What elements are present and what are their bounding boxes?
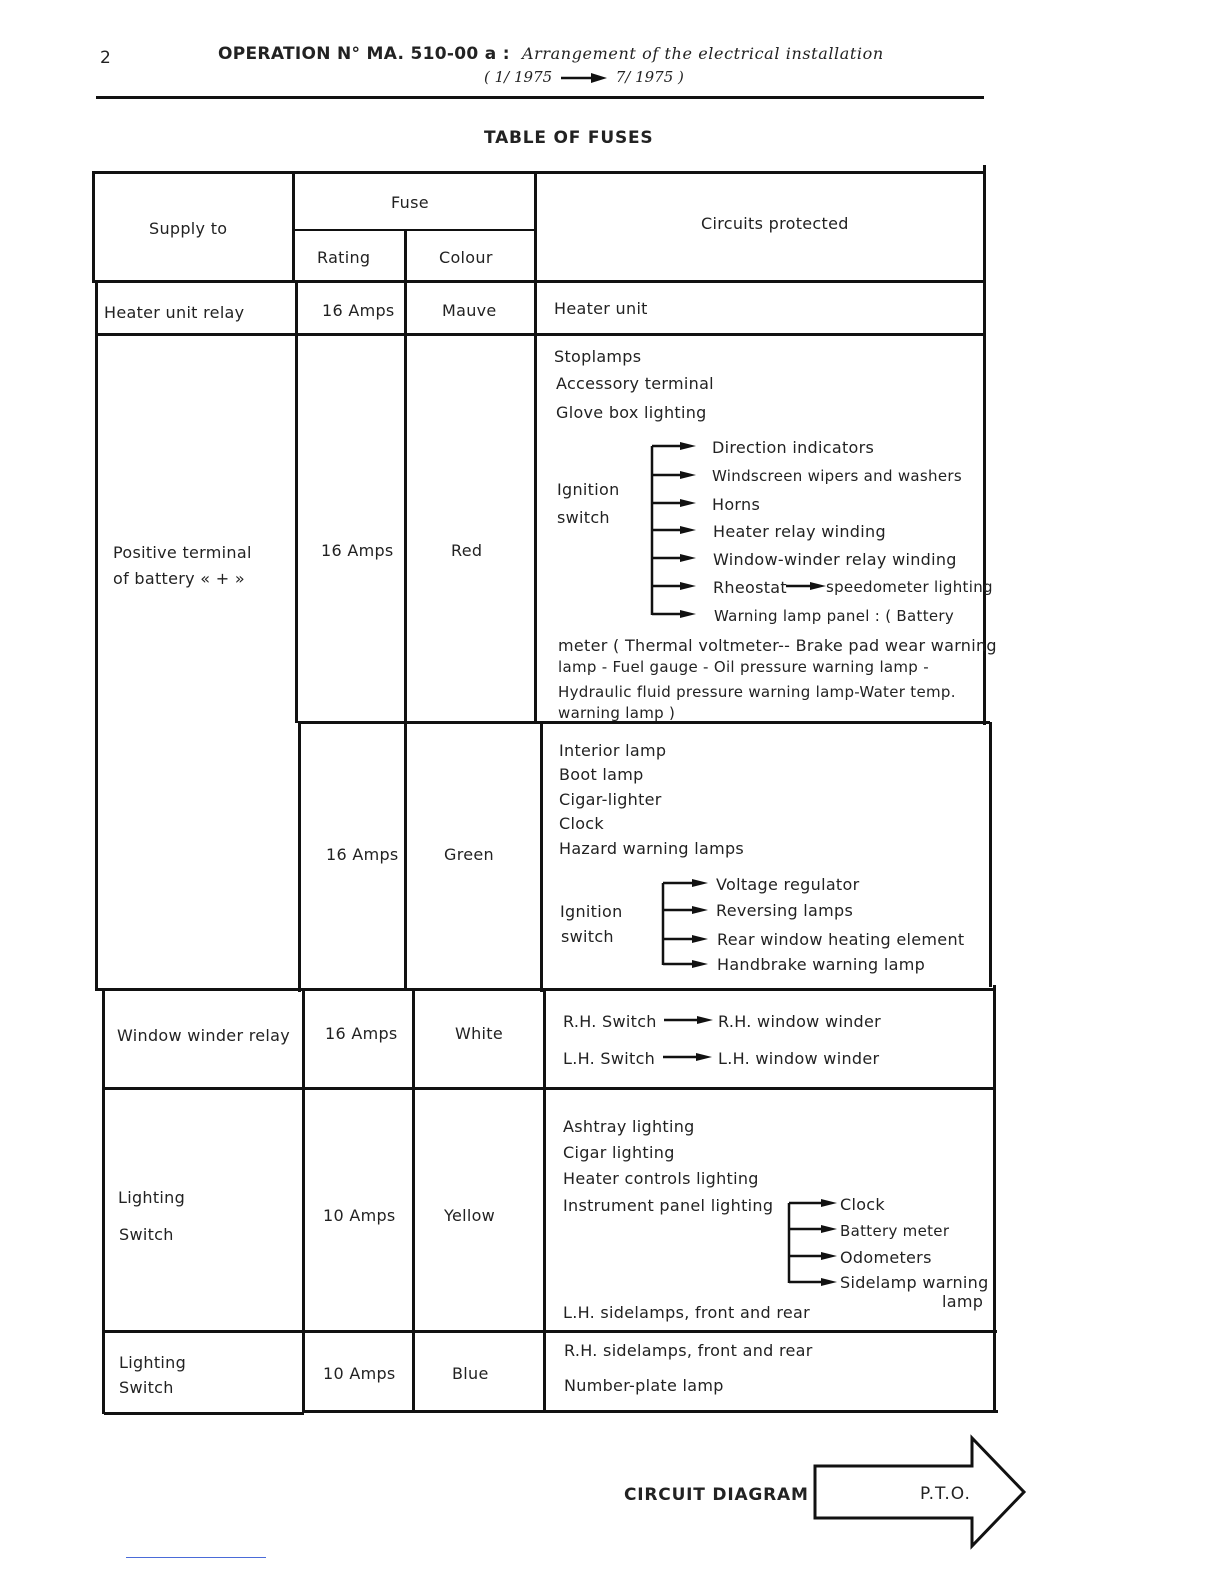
red-ignition-label-1: Ignition: [557, 480, 620, 499]
green-ignition-label-2: switch: [561, 927, 614, 946]
white-lh-switch: L.H. Switch: [563, 1049, 656, 1068]
white-colour: White: [455, 1024, 504, 1043]
panel-item-3-cont: lamp: [942, 1292, 984, 1311]
red-switched-0: Direction indicators: [712, 438, 875, 457]
red-cont-4: warning lamp ): [558, 704, 676, 722]
green-direct-3: Clock: [559, 814, 604, 833]
yellow-item-0: Ashtray lighting: [563, 1117, 695, 1136]
rheostat-target: speedometer lighting: [826, 578, 993, 596]
red-switched-4: Window-winder relay winding: [713, 550, 957, 569]
operation-subject: Arrangement of the electrical installation: [522, 44, 884, 63]
white-rh-switch: R.H. Switch: [563, 1012, 657, 1031]
yellow-rating: 10 Amps: [323, 1206, 396, 1225]
red-rating: 16 Amps: [321, 541, 394, 560]
blue-supply-line1: Lighting: [119, 1353, 187, 1372]
battery-supply-line1: Positive terminal: [113, 543, 252, 562]
panel-item-0: Clock: [840, 1195, 885, 1214]
blue-colour: Blue: [452, 1364, 489, 1383]
red-direct-1: Accessory terminal: [556, 374, 714, 393]
heater-circuit: Heater unit: [554, 299, 648, 318]
blue-item-0: R.H. sidelamps, front and rear: [564, 1341, 813, 1360]
red-cont-1: meter ( Thermal voltmeter-- Brake pad wear warning: [558, 636, 997, 655]
date-from: ( 1/ 1975: [484, 68, 553, 86]
header-circuits: Circuits protected: [701, 214, 849, 233]
header-rating: Rating: [317, 248, 371, 267]
scan-mark: [126, 1557, 266, 1558]
green-ignition-label-1: Ignition: [560, 902, 623, 921]
pto-label: P.T.O.: [920, 1484, 971, 1504]
green-direct-1: Boot lamp: [559, 765, 644, 784]
yellow-item-2: Heater controls lighting: [563, 1169, 759, 1188]
battery-supply-line2: of battery « + »: [113, 569, 245, 588]
header-fuse: Fuse: [391, 193, 429, 212]
white-rh-target: R.H. window winder: [718, 1012, 881, 1031]
green-colour: Green: [444, 845, 494, 864]
blue-item-1: Number-plate lamp: [564, 1376, 724, 1395]
date-to: 7/ 1975 ): [615, 68, 684, 86]
circuit-diagram-label: CIRCUIT DIAGRAM: [624, 1485, 809, 1505]
red-cont-3: Hydraulic fluid pressure warning lamp-Water temp.: [558, 683, 956, 701]
white-supply: Window winder relay: [117, 1026, 290, 1045]
blue-rating: 10 Amps: [323, 1364, 396, 1383]
red-direct-0: Stoplamps: [554, 347, 642, 366]
red-colour: Red: [451, 541, 483, 560]
red-switched-1: Windscreen wipers and washers: [712, 467, 962, 485]
green-switched-0: Voltage regulator: [716, 875, 860, 894]
blue-supply-line2: Switch: [119, 1378, 174, 1397]
red-switched-6: Warning lamp panel : ( Battery: [714, 607, 955, 625]
green-switched-1: Reversing lamps: [716, 901, 854, 920]
page-number: 2: [100, 48, 111, 68]
panel-item-2: Odometers: [840, 1248, 932, 1267]
green-rating: 16 Amps: [326, 845, 399, 864]
red-switched-2: Horns: [712, 495, 761, 514]
table-title: TABLE OF FUSES: [484, 128, 654, 148]
red-ignition-label-2: switch: [557, 508, 610, 527]
header-colour: Colour: [439, 248, 493, 267]
yellow-colour: Yellow: [444, 1206, 496, 1225]
white-rating: 16 Amps: [325, 1024, 398, 1043]
heater-supply: Heater unit relay: [104, 303, 245, 322]
green-direct-0: Interior lamp: [559, 741, 667, 760]
green-direct-4: Hazard warning lamps: [559, 839, 745, 858]
yellow-last: L.H. sidelamps, front and rear: [563, 1303, 810, 1322]
operation-number: OPERATION N° MA. 510-00 a :: [218, 44, 510, 64]
green-switched-3: Handbrake warning lamp: [717, 955, 926, 974]
heater-rating: 16 Amps: [322, 301, 395, 320]
green-switched-2: Rear window heating element: [717, 930, 965, 949]
yellow-supply-line2: Switch: [119, 1225, 174, 1244]
white-lh-target: L.H. window winder: [718, 1049, 880, 1068]
header-supply: Supply to: [149, 219, 228, 238]
red-direct-2: Glove box lighting: [556, 403, 707, 422]
red-switched-3: Heater relay winding: [713, 522, 886, 541]
yellow-item-1: Cigar lighting: [563, 1143, 675, 1162]
panel-item-1: Battery meter: [840, 1222, 950, 1240]
heater-colour: Mauve: [442, 301, 497, 320]
yellow-item-3: Instrument panel lighting: [563, 1196, 774, 1215]
red-switched-5: Rheostat: [713, 578, 787, 597]
panel-item-3: Sidelamp warning: [840, 1273, 989, 1292]
red-cont-2: lamp - Fuel gauge - Oil pressure warning lamp -: [558, 658, 929, 676]
green-direct-2: Cigar-lighter: [559, 790, 662, 809]
yellow-supply-line1: Lighting: [118, 1188, 186, 1207]
